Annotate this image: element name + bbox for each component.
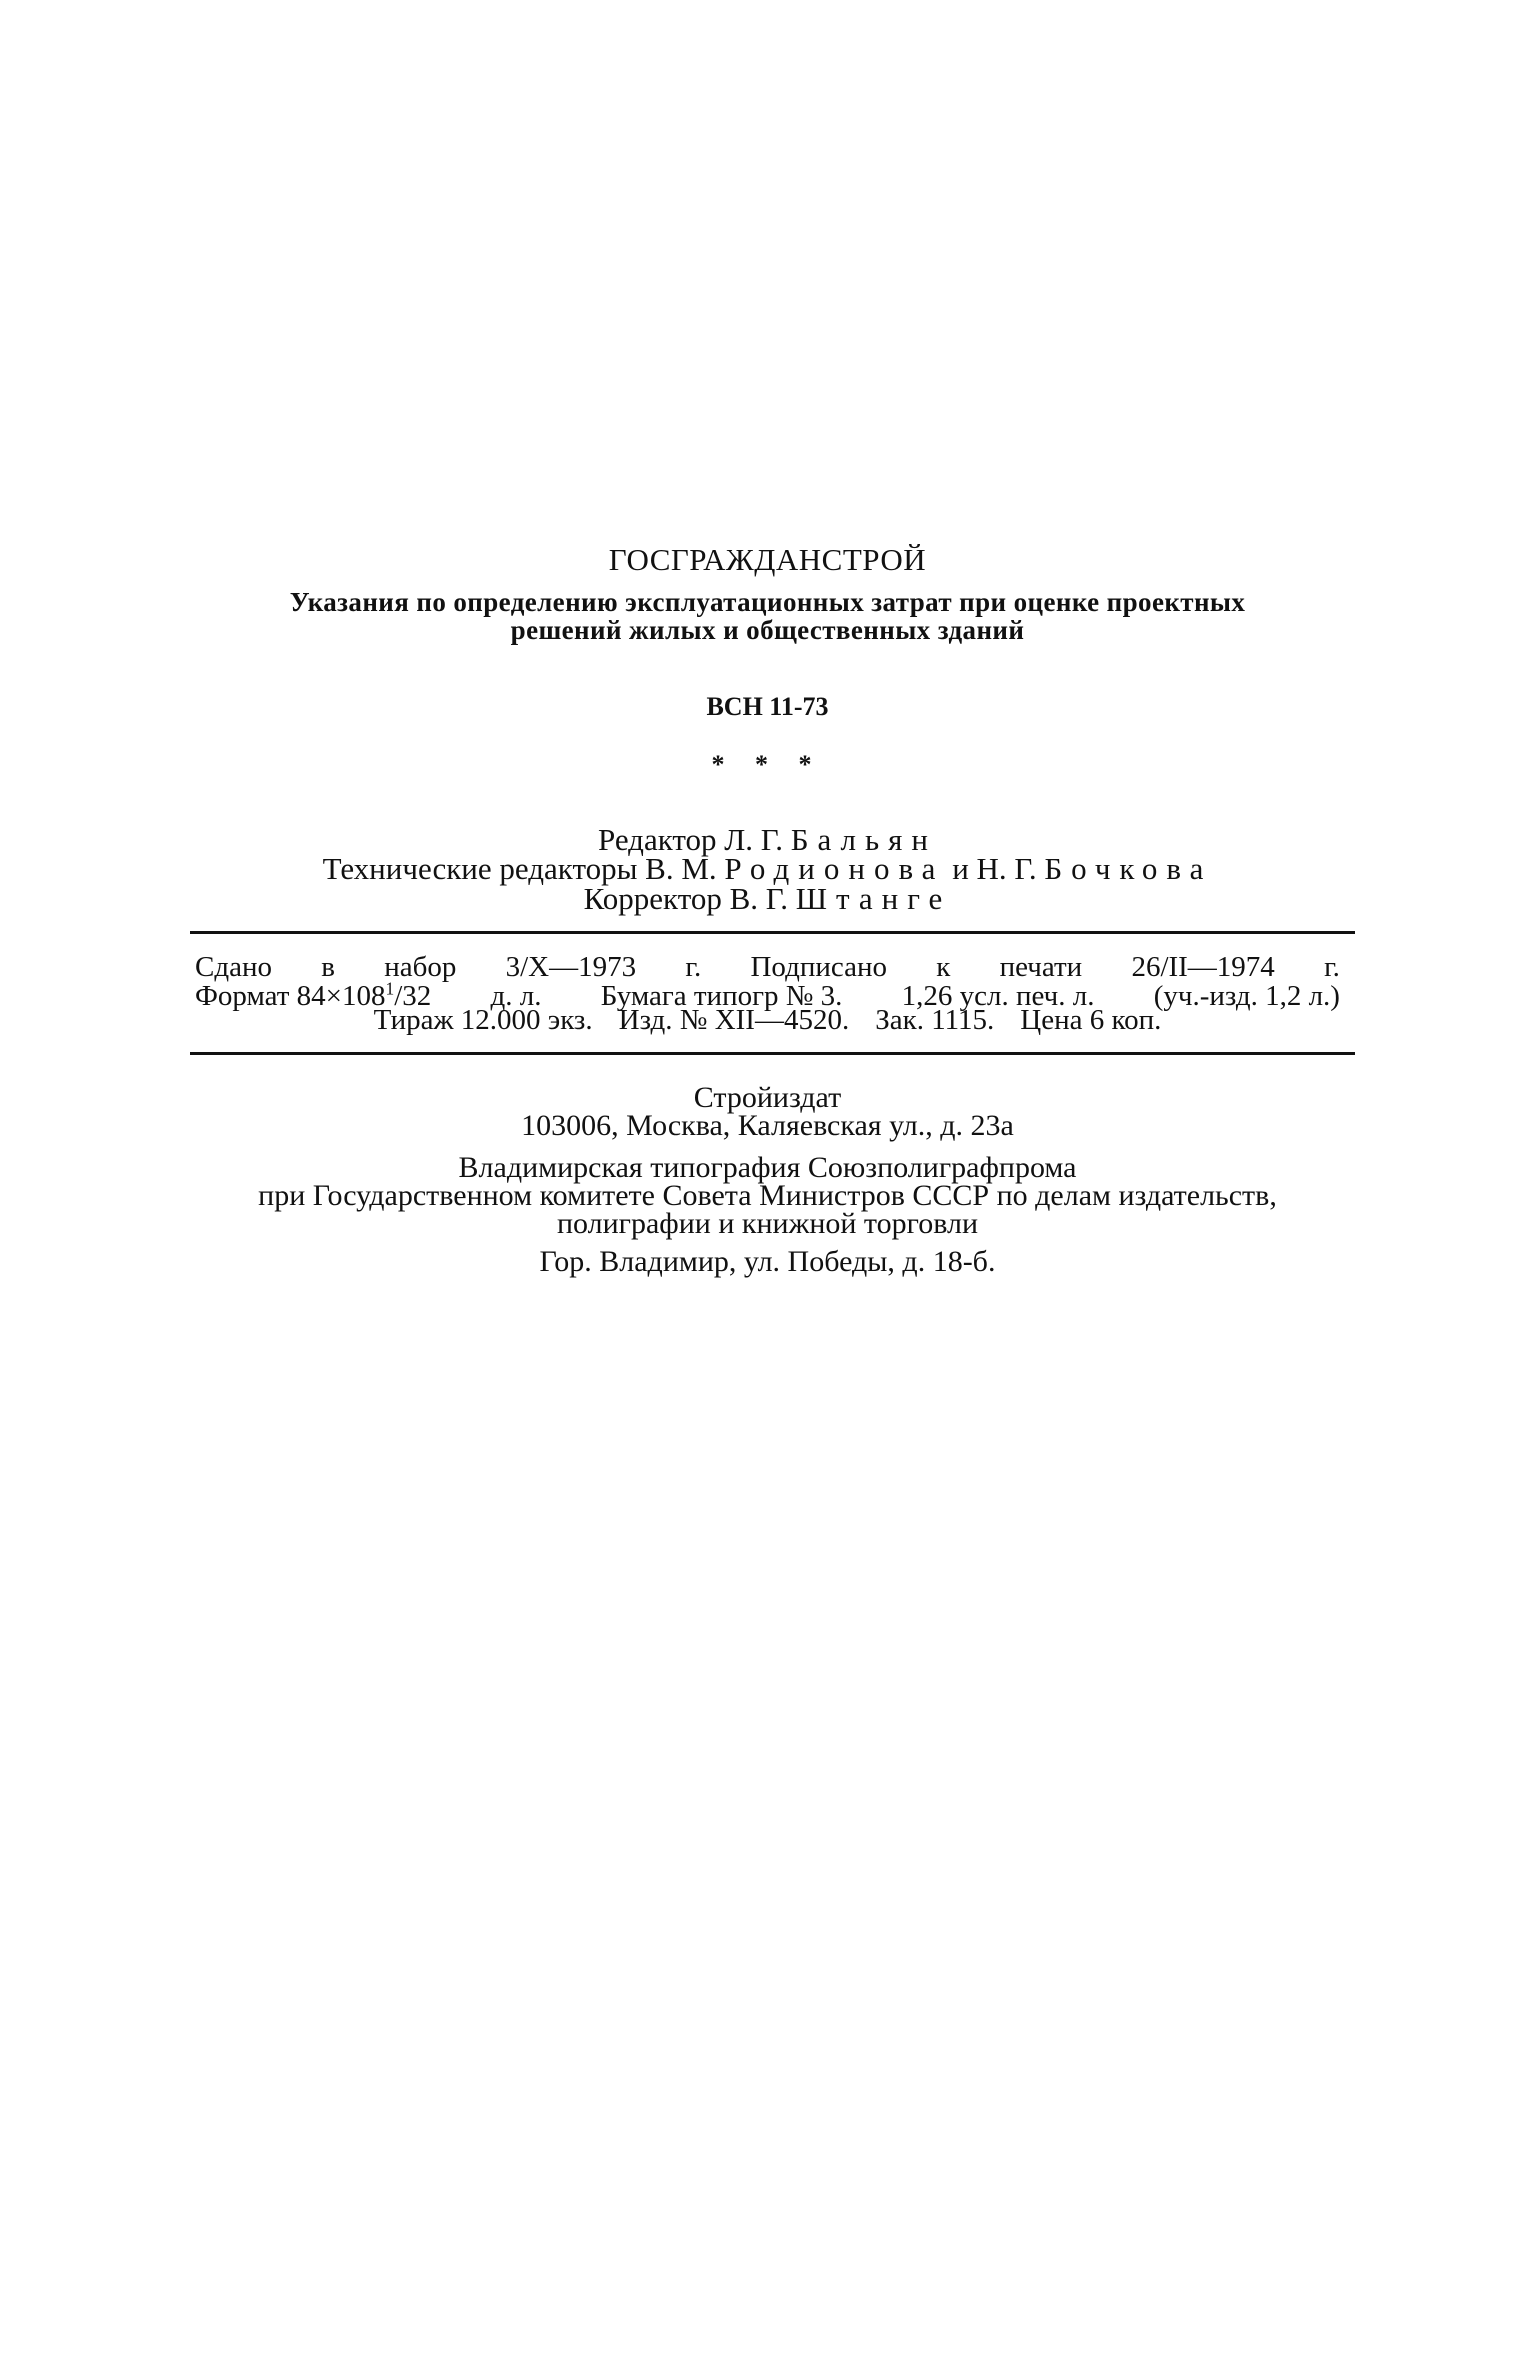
tech-editor-1-initials: В. М. bbox=[645, 851, 717, 886]
print-run: Тираж 12.000 экз. bbox=[373, 1004, 593, 1036]
proofreader-credit bbox=[0, 883, 1535, 914]
tech-editors-credit bbox=[0, 853, 1535, 884]
printer-line-3: полиграфии и книжной торговли bbox=[557, 1207, 978, 1240]
printer-line-1: Владимирская типография Союзполиграфпрома bbox=[458, 1151, 1077, 1184]
format-unit: д. л. bbox=[490, 980, 542, 1012]
document-title-line-2: решений жилых и общественных зданий bbox=[510, 615, 1025, 645]
format-label: Формат bbox=[195, 980, 290, 1012]
proofreader-initials: В. Г. bbox=[729, 881, 788, 916]
imprint-word: набор bbox=[384, 951, 457, 983]
document-code: ВСН 11-73 bbox=[706, 692, 829, 721]
order-number: Зак. 1115. bbox=[875, 1004, 995, 1036]
imprint-word: в bbox=[321, 951, 335, 983]
format-sup: 1 bbox=[385, 978, 395, 999]
printer-address: Гор. Владимир, ул. Победы, д. 18-б. bbox=[539, 1245, 996, 1278]
bottom-rule bbox=[190, 1052, 1355, 1055]
organization-name: ГОСГРАЖДАНСТРОЙ bbox=[608, 542, 927, 577]
printer-line-2: при Государственном комитете Совета Министров СССР по делам издательств, bbox=[258, 1179, 1277, 1212]
tech-editors-conjunction: и bbox=[952, 851, 969, 886]
format-base: 84×108 bbox=[296, 980, 386, 1012]
imprint-word: Сдано bbox=[195, 951, 272, 983]
imprint-line-3 bbox=[0, 1006, 1535, 1035]
printed-sheets: 1,26 усл. печ. л. bbox=[901, 980, 1095, 1012]
document-title-line-1: Указания по определению эксплуатационных затрат при оценке проектных bbox=[289, 587, 1246, 617]
imprint-word: печати bbox=[999, 951, 1083, 983]
typeset-date: 3/X—1973 bbox=[505, 951, 637, 983]
imprint-word: Подписано bbox=[750, 951, 888, 983]
editor-role: Редактор bbox=[597, 822, 717, 857]
imprint-word: г. bbox=[685, 951, 702, 983]
publisher-sheets: (уч.-изд. 1,2 л.) bbox=[1153, 980, 1340, 1012]
editor-surname: Бальян bbox=[790, 822, 937, 857]
imprint-word: к bbox=[936, 951, 951, 983]
edition-number: Изд. № XII—4520. bbox=[618, 1004, 850, 1036]
price: Цена 6 коп. bbox=[1020, 1004, 1162, 1036]
proofreader-role: Корректор bbox=[583, 881, 722, 916]
print-approval-date: 26/II—1974 bbox=[1131, 951, 1275, 983]
tech-editor-2-surname: Бочкова bbox=[1044, 851, 1213, 886]
imprint-word: г. bbox=[1324, 951, 1340, 983]
tech-editor-1-surname: Родионова bbox=[724, 851, 945, 886]
tech-editors-role: Технические редакторы bbox=[322, 851, 638, 886]
asterism-separator: * * * bbox=[711, 750, 824, 779]
format-sub: /32 bbox=[394, 980, 432, 1012]
publisher-name: Стройиздат bbox=[693, 1081, 842, 1114]
tech-editor-2-initials: Н. Г. bbox=[976, 851, 1037, 886]
top-rule bbox=[190, 931, 1355, 934]
proofreader-surname: Штанге bbox=[795, 881, 952, 916]
paper-type: Бумага типогр № 3. bbox=[600, 980, 843, 1012]
editor-initials: Л. Г. bbox=[724, 822, 783, 857]
imprint-line-1 bbox=[195, 953, 1340, 982]
publisher-address: 103006, Москва, Каляевская ул., д. 23а bbox=[521, 1109, 1014, 1142]
